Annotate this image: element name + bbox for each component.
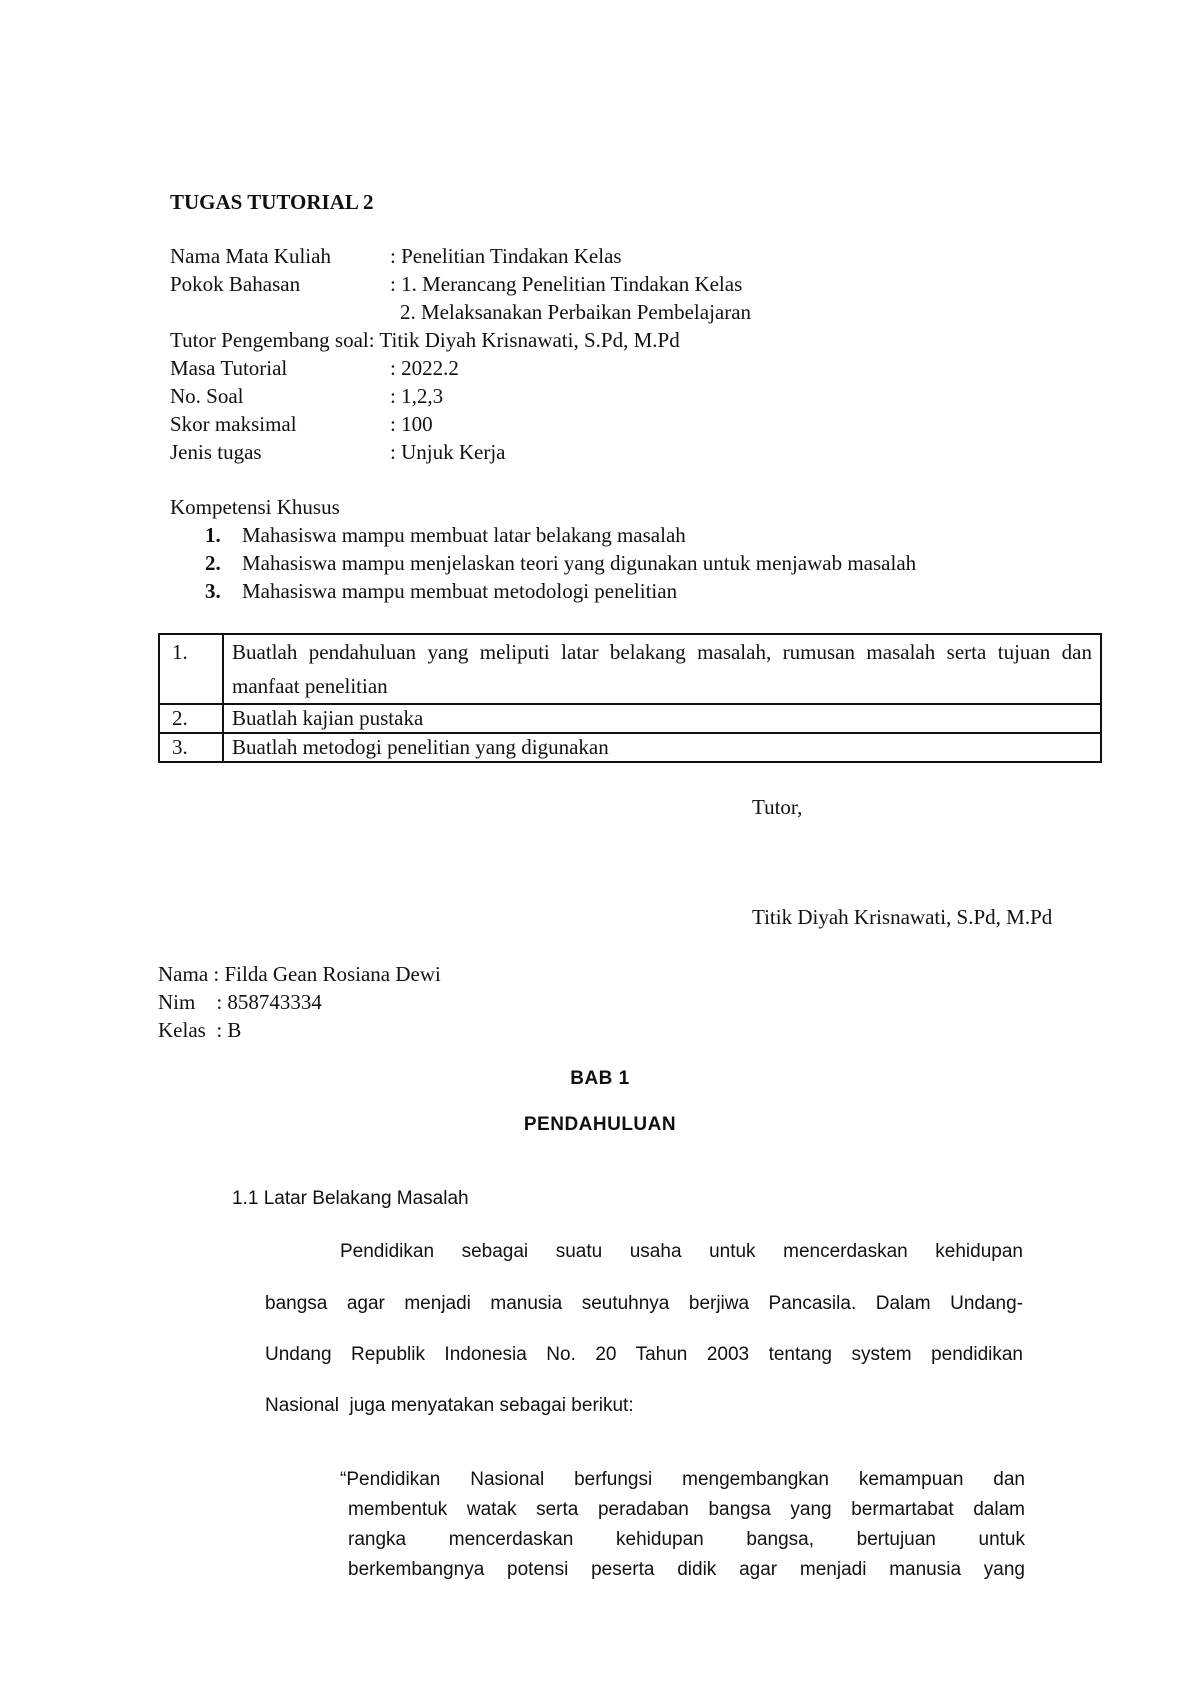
chapter-number: BAB 1 [570,1068,630,1089]
task-number: 3. [159,733,223,762]
student-id: Nim : 858743334 [158,990,322,1014]
competency-number: 2. [205,551,221,575]
table-row [159,634,1101,704]
chapter-title: PENDAHULUAN [523,1114,677,1135]
table-row [159,733,1101,762]
quote-line: berkembangnya potensi peserta didik agar menjadi manusia yang [348,1559,1025,1580]
info-label: Jenis tugas [170,440,262,464]
quote-line: membentuk watak serta peradaban bangsa yang bermartabat dalam [348,1499,1025,1520]
info-value: : 1. Merancang Penelitian Tindakan Kelas [390,272,743,296]
info-value: : Penelitian Tindakan Kelas [390,244,622,268]
signature-label: Tutor, [752,795,803,819]
student-name: Nama : Filda Gean Rosiana Dewi [158,962,441,986]
competency-text: Mahasiswa mampu membuat latar belakang masalah [242,523,686,547]
task-text: Buatlah kajian pustaka [223,704,1101,733]
info-label: Masa Tutorial [170,356,288,380]
task-number: 1. [159,634,223,704]
competency-text: Mahasiswa mampu membuat metodologi penelitian [242,579,678,603]
paragraph-line: Undang Republik Indonesia No. 20 Tahun 2003 tentang system pendidikan [265,1344,1023,1365]
info-value: 2. Melaksanakan Perbaikan Pembelajaran [400,300,752,324]
info-label: Skor maksimal [170,412,297,436]
paragraph-line: bangsa agar menjadi manusia seutuhnya berjiwa Pancasila. Dalam Undang- [265,1293,1023,1314]
info-label: Nama Mata Kuliah [170,244,331,268]
competency-number: 1. [205,523,221,547]
info-value: : Unjuk Kerja [390,440,506,464]
task-text: Buatlah metodogi penelitian yang digunakan [223,733,1101,762]
paragraph-line: Nasional juga menyatakan sebagai berikut: [265,1395,634,1416]
student-class: Kelas : B [158,1018,242,1042]
document-title: TUGAS TUTORIAL 2 [170,190,374,214]
table-row [159,704,1101,733]
quote-line: rangka mencerdaskan kehidupan bangsa, bertujuan untuk [348,1529,1025,1550]
competency-text: Mahasiswa mampu menjelaskan teori yang digunakan untuk menjawab masalah [242,551,917,575]
signature-name: Titik Diyah Krisnawati, S.Pd, M.Pd [752,905,1053,929]
info-value: : 100 [390,412,433,436]
info-label: No. Soal [170,384,244,408]
task-table [158,633,1102,763]
competency-heading: Kompetensi Khusus [170,495,340,519]
info-label: Tutor Pengembang soal: Titik Diyah Krisnawati, S.Pd, M.Pd [170,328,680,352]
competency-number: 3. [205,579,221,603]
info-value: : 1,2,3 [390,384,444,408]
task-number: 2. [159,704,223,733]
subsection-heading: 1.1 Latar Belakang Masalah [232,1188,469,1209]
info-value: : 2022.2 [390,356,459,380]
task-text: Buatlah pendahuluan yang meliputi latar belakang masalah, rumusan masalah serta tujuan dan manfaat penelitian [223,634,1101,704]
paragraph-line: Pendidikan sebagai suatu usaha untuk mencerdaskan kehidupan [340,1241,1023,1262]
quote-line: “Pendidikan Nasional berfungsi mengembangkan kemampuan dan [340,1469,1025,1490]
info-label: Pokok Bahasan [170,272,301,296]
